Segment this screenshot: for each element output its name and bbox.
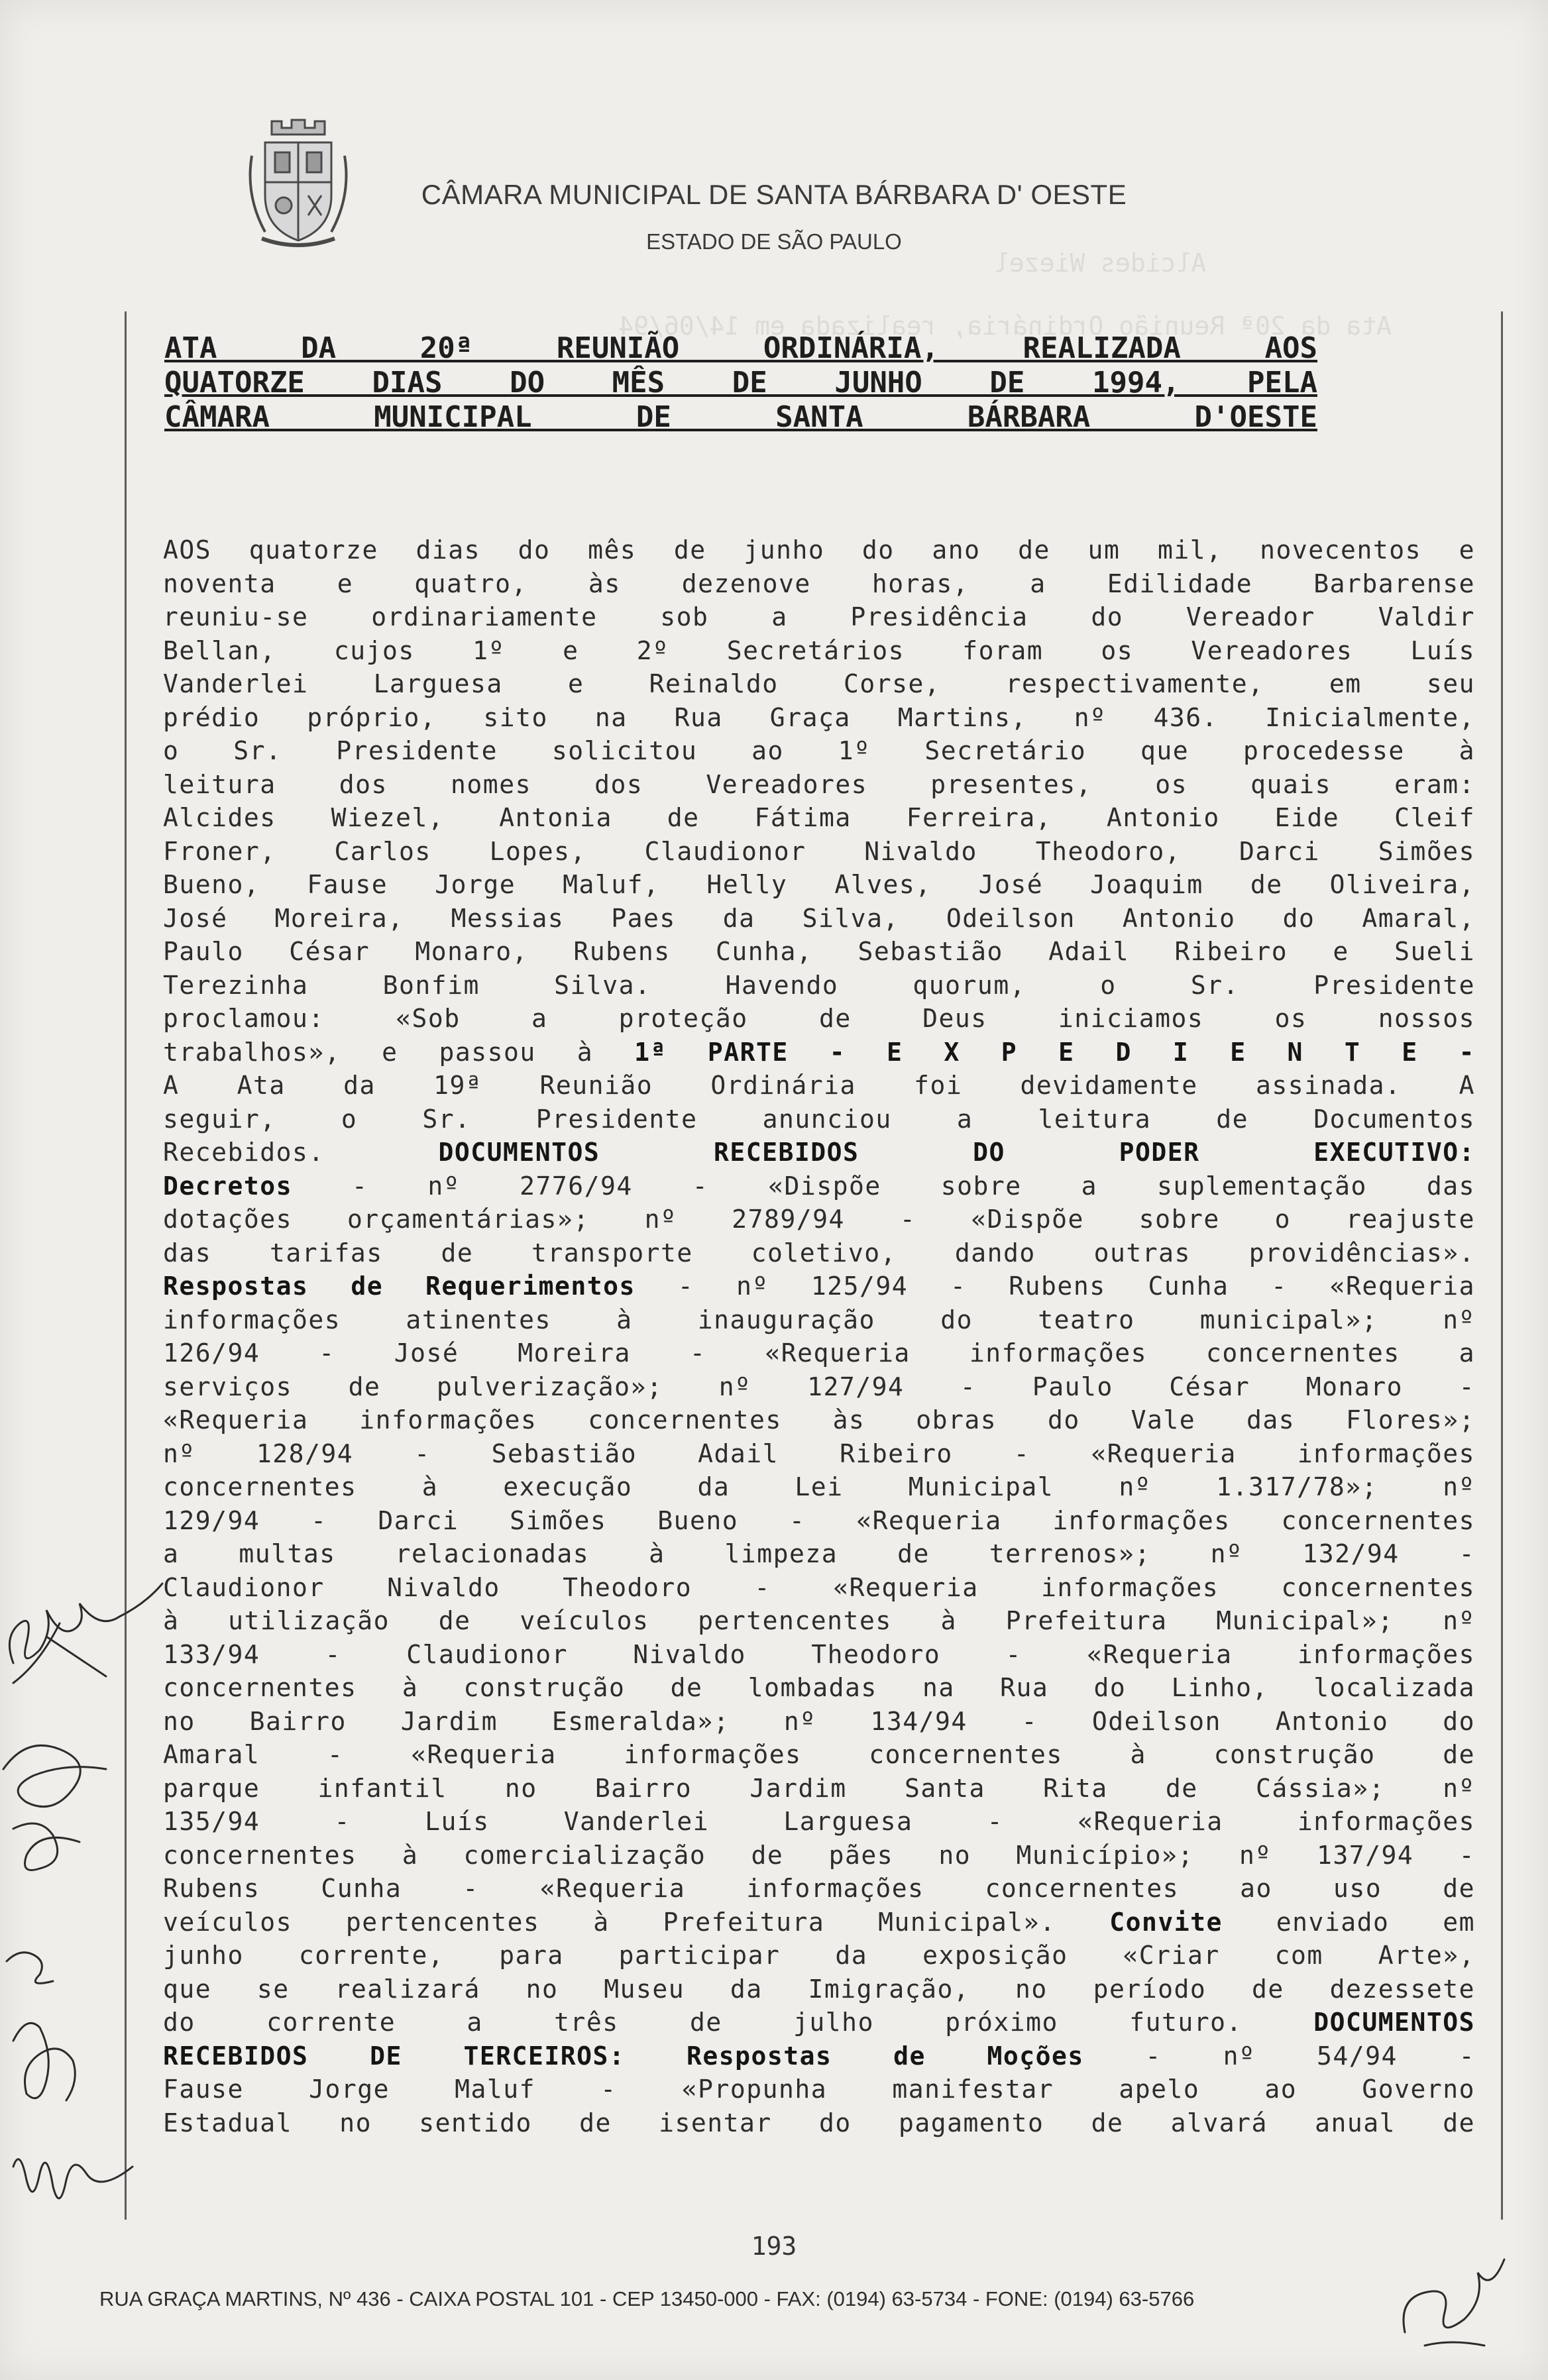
body-line [163,768,1475,802]
text-run: AOS quatorze dias do mês de junho do ano de um mil, novecentos e [163,535,1475,565]
body-line [163,1270,1475,1303]
body-line [163,1604,1475,1638]
text-run: Bellan, cujos 1º e 2º Secretários foram os Vereadores Luís [163,635,1475,665]
text-run: Recebidos. [163,1138,439,1167]
bold-phrase: RECEBIDOS DE TERCEIROS: Respostas de Moções [163,2041,1084,2071]
show-through-text: Alcides Wiezel [994,248,1207,278]
title-line: CÂMARA MUNICIPAL DE SANTA BÁRBARA D'OESTE [164,400,1317,434]
body-line [163,835,1475,869]
text-run: Paulo César Monaro, Rubens Cunha, Sebastião Adail Ribeiro e Sueli [163,937,1475,966]
body-line [163,1738,1475,1772]
body-line [163,1671,1475,1705]
body-line [163,1403,1475,1437]
text-run: dotações orçamentárias»; nº 2789/94 - «Dispõe sobre o reajuste [163,1205,1475,1234]
body-line [163,2006,1475,2039]
body-line [163,1236,1475,1270]
body-line [163,1203,1475,1236]
body-line [163,1103,1475,1136]
text-run: à utilização de veículos pertencentes à Prefeitura Municipal»; nº [163,1606,1475,1635]
body-line [163,902,1475,936]
text-run: das tarifas de transporte coletivo, dando outras providências». [163,1238,1475,1268]
bold-phrase: Respostas de Requerimentos [163,1271,636,1301]
body-line [163,1169,1475,1203]
text-run: Alcides Wiezel, Antonia de Fátima Ferreira, Antonio Eide Cleif [163,803,1475,832]
text-run: seguir, o Sr. Presidente anunciou a leitura de Documentos [163,1104,1475,1134]
text-run: serviços de pulverização»; nº 127/94 - Paulo César Monaro - [163,1372,1475,1401]
body-line [163,533,1475,567]
body-line [163,1470,1475,1504]
body-line [163,1136,1475,1169]
footer-address: RUA GRAÇA MARTINS, Nº 436 - CAIXA POSTAL 101 - CEP 13450-000 - FAX: (0194) 63-5734 - FONE: (0194) 63-5766 [99,2287,1195,2310]
body-line [163,1002,1475,1036]
body-line [163,935,1475,969]
text-run: junho corrente, para participar da exposição «Criar com Arte», [163,1941,1475,1970]
body-line [163,1504,1475,1538]
text-run: 129/94 - Darci Simões Bueno - «Requeria informações concernentes [163,1505,1475,1535]
text-run: Terezinha Bonfim Silva. Havendo quorum, o Sr. Presidente [163,970,1475,1000]
text-run: - nº 2776/94 - «Dispõe sobre a suplementação das [292,1171,1475,1201]
body-line [163,2039,1475,2073]
text-run: reuniu-se ordinariamente sob a Presidência do Vereador Valdir [163,602,1475,631]
body-line [163,2106,1475,2140]
body-line [163,667,1475,701]
show-through-text: Ata da 20ª Reunião Ordinária, realizada em 14/06/94 [618,311,1392,341]
body-line [163,868,1475,902]
title-line: QUATORZE DIAS DO MÊS DE JUNHO DE 1994, PELA [164,366,1317,400]
body-line [163,969,1475,1002]
body-line [163,634,1475,668]
body-line [163,1705,1475,1739]
text-run: concernentes à execução da Lei Municipal nº 1.317/78»; nº [163,1472,1475,1501]
body-line [163,2073,1475,2106]
body-line [163,1906,1475,1939]
document-title [164,331,1317,435]
body-line [163,1973,1475,2006]
body-line [163,1772,1475,1806]
body-line [163,1872,1475,1906]
text-run: 126/94 - José Moreira - «Requeria informações concernentes a [163,1338,1475,1368]
text-run: no Bairro Jardim Esmeralda»; nº 134/94 - Odeilson Antonio do [163,1706,1475,1736]
text-run: proclamou: «Sob a proteção de Deus iniciamos os nossos [163,1004,1475,1033]
text-run: nº 128/94 - Sebastião Adail Ribeiro - «Requeria informações [163,1438,1475,1468]
body-line [163,1437,1475,1471]
text-run: «Requeria informações concernentes às obras do Vale das Flores»; [163,1405,1475,1434]
title-line: ATA DA 20ª REUNIÃO ORDINÁRIA, REALIZADA AOS [164,331,1317,365]
text-run: que se realizará no Museu da Imigração, no período de dezessete [163,1974,1475,2004]
state-name: ESTADO DE SÃO PAULO [646,229,902,254]
page-number: 193 [751,2232,797,2261]
body-line [163,734,1475,768]
body-line [163,1336,1475,1370]
bold-phrase: 1ª PARTE - E X P E D I E N T E - [634,1037,1475,1067]
text-run: concernentes à comercialização de pães no Município»; nº 137/94 - [163,1840,1475,1870]
text-run: 135/94 - Luís Vanderlei Larguesa - «Requeria informações [163,1807,1475,1836]
text-run: parque infantil no Bairro Jardim Santa Rita de Cássia»; nº [163,1773,1475,1803]
body-line [163,1571,1475,1605]
body-line [163,1638,1475,1672]
minutes-body [163,533,1475,2139]
text-run: Estadual no sentido de isentar do pagamento de alvará anual de [163,2108,1475,2137]
text-run: o Sr. Presidente solicitou ao 1º Secretário que procedesse à [163,736,1475,765]
right-margin-rule [1501,311,1503,2220]
body-line [163,1036,1475,1069]
text-run: a multas relacionadas à limpeza de terrenos»; nº 132/94 - [163,1539,1475,1568]
text-run: Amaral - «Requeria informações concernentes à construção de [163,1740,1475,1769]
body-line [163,1370,1475,1404]
text-run: prédio próprio, sito na Rua Graça Martins, nº 436. Inicialmente, [163,702,1475,732]
text-run: enviado em [1222,1907,1475,1937]
text-run: Rubens Cunha - «Requeria informações concernentes ao uso de [163,1874,1475,1903]
institution-name: CÂMARA MUNICIPAL DE SANTA BÁRBARA D' OESTE [421,179,1127,210]
body-line [163,600,1475,634]
body-line [163,1939,1475,1973]
body-line [163,1537,1475,1571]
text-run: A Ata da 19ª Reunião Ordinária foi devidamente assinada. A [163,1071,1475,1100]
text-run: concernentes à construção de lombadas na Rua do Linho, localizada [163,1673,1475,1702]
left-margin-rule [125,311,127,2220]
text-run: veículos pertencentes à Prefeitura Municipal». [163,1907,1110,1937]
text-run: - nº 125/94 - Rubens Cunha - «Requeria [635,1271,1475,1301]
text-run: Fause Jorge Maluf - «Propunha manifestar apelo ao Governo [163,2075,1475,2104]
text-run: Vanderlei Larguesa e Reinaldo Corse, respectivamente, em seu [163,669,1475,698]
text-run: José Moreira, Messias Paes da Silva, Odeilson Antonio do Amaral, [163,903,1475,933]
body-line [163,1805,1475,1839]
text-run: noventa e quatro, às dezenove horas, a Edilidade Barbarense [163,568,1475,598]
body-line [163,701,1475,735]
bold-phrase: DOCUMENTOS RECEBIDOS DO PODER EXECUTIVO: [438,1138,1475,1167]
body-line [163,801,1475,835]
bold-phrase: Convite [1109,1907,1223,1937]
text-run: 133/94 - Claudionor Nivaldo Theodoro - «Requeria informações [163,1639,1475,1669]
text-run: do corrente a três de julho próximo futuro. [163,2008,1314,2037]
body-line [163,567,1475,601]
text-run: trabalhos», e passou à [163,1037,635,1067]
bold-phrase: DOCUMENTOS [1313,2008,1475,2037]
text-run: informações atinentes à inauguração do teatro municipal»; nº [163,1305,1475,1334]
handwritten-signature-left [0,1550,172,2253]
body-line [163,1303,1475,1337]
body-line [163,1069,1475,1103]
text-run: Bueno, Fause Jorge Maluf, Helly Alves, José Joaquim de Oliveira, [163,870,1475,899]
text-run: - nº 54/94 - [1083,2041,1475,2071]
bold-phrase: Decretos [163,1171,293,1201]
body-line [163,1839,1475,1872]
text-run: leitura dos nomes dos Vereadores presentes, os quais eram: [163,769,1475,799]
text-run: Claudionor Nivaldo Theodoro - «Requeria informações concernentes [163,1572,1475,1602]
text-run: Froner, Carlos Lopes, Claudionor Nivaldo Theodoro, Darci Simões [163,836,1475,866]
